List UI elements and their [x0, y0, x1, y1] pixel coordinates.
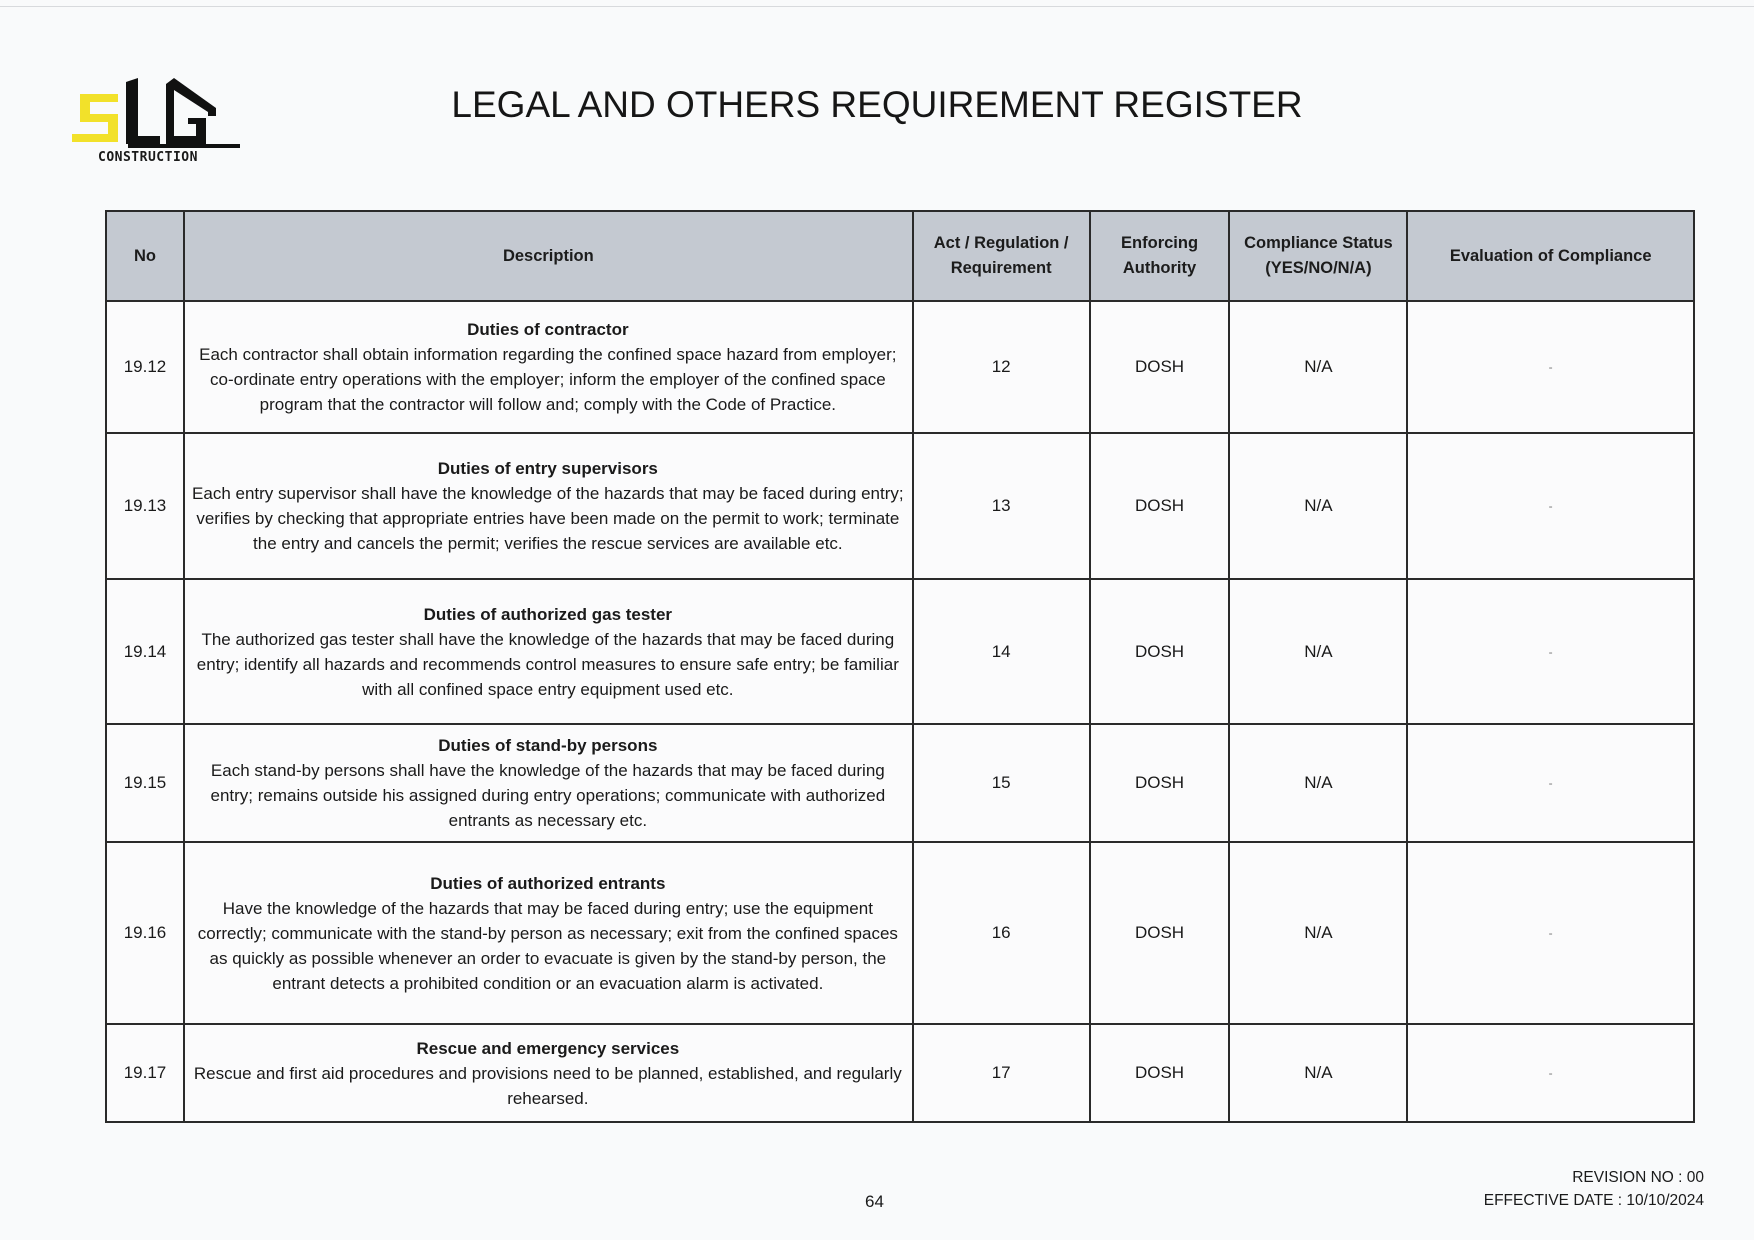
row-act: 16 — [913, 842, 1090, 1024]
row-title: Rescue and emergency services — [416, 1038, 680, 1058]
row-text: Each contractor shall obtain information regarding the confined space hazard from employer; co-ordinate entry operations with the employer; inform the employer of the confined space program that the contractor will follow and; comply with the Code of Practice. — [199, 345, 897, 414]
header-authority — [1090, 211, 1230, 301]
row-no: 19.15 — [106, 724, 184, 842]
row-status: N/A — [1229, 579, 1407, 724]
slg-logo-icon — [68, 74, 243, 154]
logo-subtitle: CONSTRUCTION — [98, 150, 198, 165]
header-evaluation: Evaluation of Compliance — [1407, 211, 1694, 301]
row-act: 13 — [913, 433, 1090, 579]
row-act: 12 — [913, 301, 1090, 433]
header-no: No — [106, 211, 184, 301]
row-status: N/A — [1229, 301, 1407, 433]
header-description: Description — [184, 211, 913, 301]
row-evaluation: - — [1407, 301, 1694, 433]
row-no: 19.16 — [106, 842, 184, 1024]
table-row — [106, 301, 1694, 433]
row-description — [184, 1024, 913, 1122]
row-authority: DOSH — [1090, 1024, 1230, 1122]
row-evaluation: - — [1407, 724, 1694, 842]
row-title: Duties of contractor — [467, 320, 629, 339]
row-text: Each stand-by persons shall have the knowledge of the hazards that may be faced during entry; remains outside his assigned during entry operations; communicate with authorized entrants as necessary etc. — [210, 761, 886, 830]
row-description — [184, 842, 913, 1024]
row-text: Have the knowledge of the hazards that may be faced during entry; use the equipment correctly; communicate with the stand-by person as necessary; exit from the confined spaces as quickly as possible whenever an order to evacuate is given by the stand-by person, the entrant detects a prohibited condition or an evacuation alarm is activated. — [197, 898, 898, 993]
table-row — [106, 433, 1694, 579]
row-evaluation: - — [1407, 1024, 1694, 1122]
row-title: Duties of stand-by persons — [438, 736, 658, 755]
row-status: N/A — [1229, 1024, 1407, 1122]
row-description — [184, 579, 913, 724]
row-description — [184, 433, 913, 579]
header-act — [913, 211, 1090, 301]
page-top-rule — [0, 6, 1754, 7]
row-evaluation: - — [1407, 842, 1694, 1024]
row-no: 19.17 — [106, 1024, 184, 1122]
row-authority: DOSH — [1090, 433, 1230, 579]
table-row — [106, 842, 1694, 1024]
table-row — [106, 579, 1694, 724]
row-act: 15 — [913, 724, 1090, 842]
row-status: N/A — [1229, 433, 1407, 579]
table-header-row — [106, 211, 1694, 301]
row-authority: DOSH — [1090, 579, 1230, 724]
row-title: Duties of authorized gas tester — [423, 604, 673, 624]
row-no: 19.12 — [106, 301, 184, 433]
revision-block — [1484, 1166, 1704, 1212]
page-number: 64 — [865, 1192, 884, 1211]
table-row — [106, 724, 1694, 842]
row-evaluation: - — [1407, 579, 1694, 724]
row-description — [184, 301, 913, 433]
row-act: 17 — [913, 1024, 1090, 1122]
effective-date: EFFECTIVE DATE : 10/10/2024 — [1483, 1192, 1704, 1209]
row-status: N/A — [1229, 842, 1407, 1024]
row-authority: DOSH — [1090, 301, 1230, 433]
row-title: Duties of entry supervisors — [437, 459, 658, 478]
row-no: 19.13 — [106, 433, 184, 579]
row-text: Each entry supervisor shall have the knowledge of the hazards that may be faced during entry; verifies by checking that appropriate entries have been made on the permit to work; terminate the entry and cancels the permit; verifies the rescue services are available etc. — [192, 484, 904, 553]
row-status: N/A — [1229, 724, 1407, 842]
requirement-register-table — [105, 210, 1695, 1123]
header-status-label: Compliance Status (YES/NO/N/A) — [1244, 234, 1393, 277]
row-text: The authorized gas tester shall have the knowledge of the hazards that may be faced during entry; identify all hazards and recommends control measures to ensure safe entry; be familiar with all confined space entry equipment used etc. — [196, 629, 899, 699]
header-act-label: Act / Regulation / Requirement — [933, 234, 1069, 277]
revision-number: REVISION NO : 00 — [1572, 1169, 1704, 1186]
row-authority: DOSH — [1090, 724, 1230, 842]
row-text: Rescue and first aid procedures and provisions need to be planned, established, and regularly rehearsed. — [193, 1063, 902, 1108]
row-act: 14 — [913, 579, 1090, 724]
row-authority: DOSH — [1090, 842, 1230, 1024]
table-row — [106, 1024, 1694, 1122]
row-no: 19.14 — [106, 579, 184, 724]
header-authority-label: Enforcing Authority — [1121, 234, 1199, 277]
row-description — [184, 724, 913, 842]
company-logo — [68, 74, 243, 174]
header-status — [1229, 211, 1407, 301]
row-title: Duties of authorized entrants — [430, 873, 666, 893]
page-title: LEGAL AND OTHERS REQUIREMENT REGISTER — [451, 84, 1303, 125]
row-evaluation: - — [1407, 433, 1694, 579]
